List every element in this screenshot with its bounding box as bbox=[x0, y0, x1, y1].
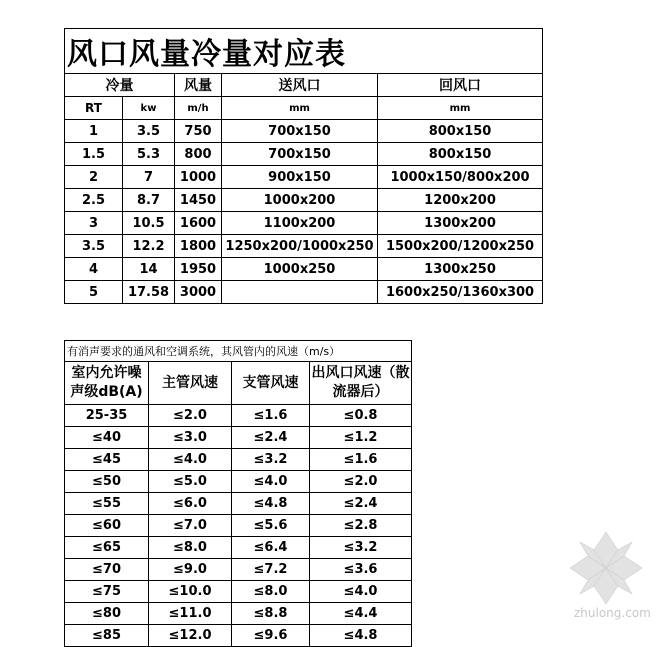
cell-kw: 3.5 bbox=[123, 120, 175, 143]
table2-row bbox=[65, 603, 412, 625]
cell-airflow: 800 bbox=[175, 143, 222, 166]
table1-row bbox=[65, 166, 543, 189]
cell-main: ≤3.0 bbox=[149, 427, 232, 449]
table1-row bbox=[65, 143, 543, 166]
table2-row bbox=[65, 625, 412, 647]
cell-main: ≤4.0 bbox=[149, 449, 232, 471]
cell-main: ≤11.0 bbox=[149, 603, 232, 625]
cell-branch: ≤6.4 bbox=[232, 537, 310, 559]
cell-main: ≤7.0 bbox=[149, 515, 232, 537]
cell-rt: 3 bbox=[65, 212, 123, 235]
cell-noise: ≤50 bbox=[65, 471, 149, 493]
cell-kw: 12.2 bbox=[123, 235, 175, 258]
cell-noise: ≤60 bbox=[65, 515, 149, 537]
table1-row bbox=[65, 120, 543, 143]
airflow-cooling-table bbox=[64, 28, 543, 304]
header-cooling: 冷量 bbox=[65, 74, 175, 97]
cell-supply: 700x150 bbox=[222, 120, 378, 143]
cell-return: 1500x200/1200x250 bbox=[378, 235, 543, 258]
cell-outlet: ≤4.8 bbox=[310, 625, 412, 647]
cell-supply: 1250x200/1000x250 bbox=[222, 235, 378, 258]
cell-branch: ≤2.4 bbox=[232, 427, 310, 449]
cell-outlet: ≤2.8 bbox=[310, 515, 412, 537]
unit-supply: mm bbox=[222, 97, 378, 120]
cell-supply: 900x150 bbox=[222, 166, 378, 189]
table1-title: 风口风量冷量对应表 bbox=[65, 29, 543, 74]
cell-branch: ≤7.2 bbox=[232, 559, 310, 581]
header-noise-level: 室内允许噪声级dB(A) bbox=[65, 362, 149, 405]
cell-branch: ≤8.8 bbox=[232, 603, 310, 625]
unit-return: mm bbox=[378, 97, 543, 120]
cell-branch: ≤3.2 bbox=[232, 449, 310, 471]
unit-kw: kw bbox=[123, 97, 175, 120]
cell-airflow: 750 bbox=[175, 120, 222, 143]
cell-outlet: ≤2.4 bbox=[310, 493, 412, 515]
cell-noise: ≤80 bbox=[65, 603, 149, 625]
cell-outlet: ≤2.0 bbox=[310, 471, 412, 493]
table2-row bbox=[65, 449, 412, 471]
unit-m3h: m/h bbox=[175, 97, 222, 120]
cell-rt: 1.5 bbox=[65, 143, 123, 166]
header-outlet: 出风口风速（散流器后） bbox=[310, 362, 412, 405]
cell-kw: 5.3 bbox=[123, 143, 175, 166]
table1-row bbox=[65, 235, 543, 258]
cell-outlet: ≤1.6 bbox=[310, 449, 412, 471]
cell-branch: ≤1.6 bbox=[232, 405, 310, 427]
table2-row bbox=[65, 427, 412, 449]
cell-supply: 1000x200 bbox=[222, 189, 378, 212]
table2-row bbox=[65, 493, 412, 515]
cell-main: ≤12.0 bbox=[149, 625, 232, 647]
cell-outlet: ≤3.2 bbox=[310, 537, 412, 559]
watermark-text: zhulong.com bbox=[574, 606, 651, 620]
cell-main: ≤10.0 bbox=[149, 581, 232, 603]
cell-supply: 1000x250 bbox=[222, 258, 378, 281]
cell-kw: 14 bbox=[123, 258, 175, 281]
header-branch-duct: 支管风速 bbox=[232, 362, 310, 405]
cell-noise: ≤75 bbox=[65, 581, 149, 603]
duct-velocity-table bbox=[64, 340, 412, 647]
cell-main: ≤8.0 bbox=[149, 537, 232, 559]
cell-airflow: 1000 bbox=[175, 166, 222, 189]
cell-noise: ≤65 bbox=[65, 537, 149, 559]
cell-outlet: ≤4.4 bbox=[310, 603, 412, 625]
header-supply: 送风口 bbox=[222, 74, 378, 97]
cell-branch: ≤9.6 bbox=[232, 625, 310, 647]
cell-rt: 2.5 bbox=[65, 189, 123, 212]
table2-row bbox=[65, 405, 412, 427]
cell-airflow: 1450 bbox=[175, 189, 222, 212]
cell-supply: 1100x200 bbox=[222, 212, 378, 235]
cell-airflow: 1800 bbox=[175, 235, 222, 258]
unit-rt: RT bbox=[65, 97, 123, 120]
cell-main: ≤5.0 bbox=[149, 471, 232, 493]
cell-noise: 25-35 bbox=[65, 405, 149, 427]
cell-noise: ≤85 bbox=[65, 625, 149, 647]
table1-row bbox=[65, 281, 543, 304]
cell-branch: ≤4.8 bbox=[232, 493, 310, 515]
cell-kw: 10.5 bbox=[123, 212, 175, 235]
header-main-duct: 主管风速 bbox=[149, 362, 232, 405]
cell-main: ≤6.0 bbox=[149, 493, 232, 515]
cell-return: 800x150 bbox=[378, 120, 543, 143]
cell-airflow: 3000 bbox=[175, 281, 222, 304]
cell-rt: 2 bbox=[65, 166, 123, 189]
cell-rt: 4 bbox=[65, 258, 123, 281]
cell-return: 1300x200 bbox=[378, 212, 543, 235]
cell-branch: ≤4.0 bbox=[232, 471, 310, 493]
table1-row bbox=[65, 212, 543, 235]
table2-row bbox=[65, 559, 412, 581]
cell-supply: 700x150 bbox=[222, 143, 378, 166]
cell-airflow: 1600 bbox=[175, 212, 222, 235]
cell-airflow: 1950 bbox=[175, 258, 222, 281]
cell-return: 1000x150/800x200 bbox=[378, 166, 543, 189]
cell-main: ≤9.0 bbox=[149, 559, 232, 581]
cell-noise: ≤55 bbox=[65, 493, 149, 515]
header-airflow: 风量 bbox=[175, 74, 222, 97]
cell-outlet: ≤4.0 bbox=[310, 581, 412, 603]
table2-row bbox=[65, 471, 412, 493]
cell-return: 1600x250/1360x300 bbox=[378, 281, 543, 304]
table1-row bbox=[65, 258, 543, 281]
cell-outlet: ≤0.8 bbox=[310, 405, 412, 427]
cell-noise: ≤40 bbox=[65, 427, 149, 449]
table2-row bbox=[65, 537, 412, 559]
cell-kw: 17.58 bbox=[123, 281, 175, 304]
cell-main: ≤2.0 bbox=[149, 405, 232, 427]
header-return: 回风口 bbox=[378, 74, 543, 97]
cell-branch: ≤8.0 bbox=[232, 581, 310, 603]
cell-branch: ≤5.6 bbox=[232, 515, 310, 537]
cell-supply bbox=[222, 281, 378, 304]
cell-return: 800x150 bbox=[378, 143, 543, 166]
cell-return: 1300x250 bbox=[378, 258, 543, 281]
cell-noise: ≤45 bbox=[65, 449, 149, 471]
cell-noise: ≤70 bbox=[65, 559, 149, 581]
table2-row bbox=[65, 515, 412, 537]
cell-outlet: ≤1.2 bbox=[310, 427, 412, 449]
cell-rt: 3.5 bbox=[65, 235, 123, 258]
cell-rt: 1 bbox=[65, 120, 123, 143]
table1-row bbox=[65, 189, 543, 212]
cell-outlet: ≤3.6 bbox=[310, 559, 412, 581]
table2-caption: 有消声要求的通风和空调系统，其风管内的风速（m/s） bbox=[65, 341, 412, 362]
zhulong-logo-icon bbox=[566, 528, 646, 608]
cell-return: 1200x200 bbox=[378, 189, 543, 212]
cell-kw: 7 bbox=[123, 166, 175, 189]
table2-row bbox=[65, 581, 412, 603]
cell-rt: 5 bbox=[65, 281, 123, 304]
cell-kw: 8.7 bbox=[123, 189, 175, 212]
